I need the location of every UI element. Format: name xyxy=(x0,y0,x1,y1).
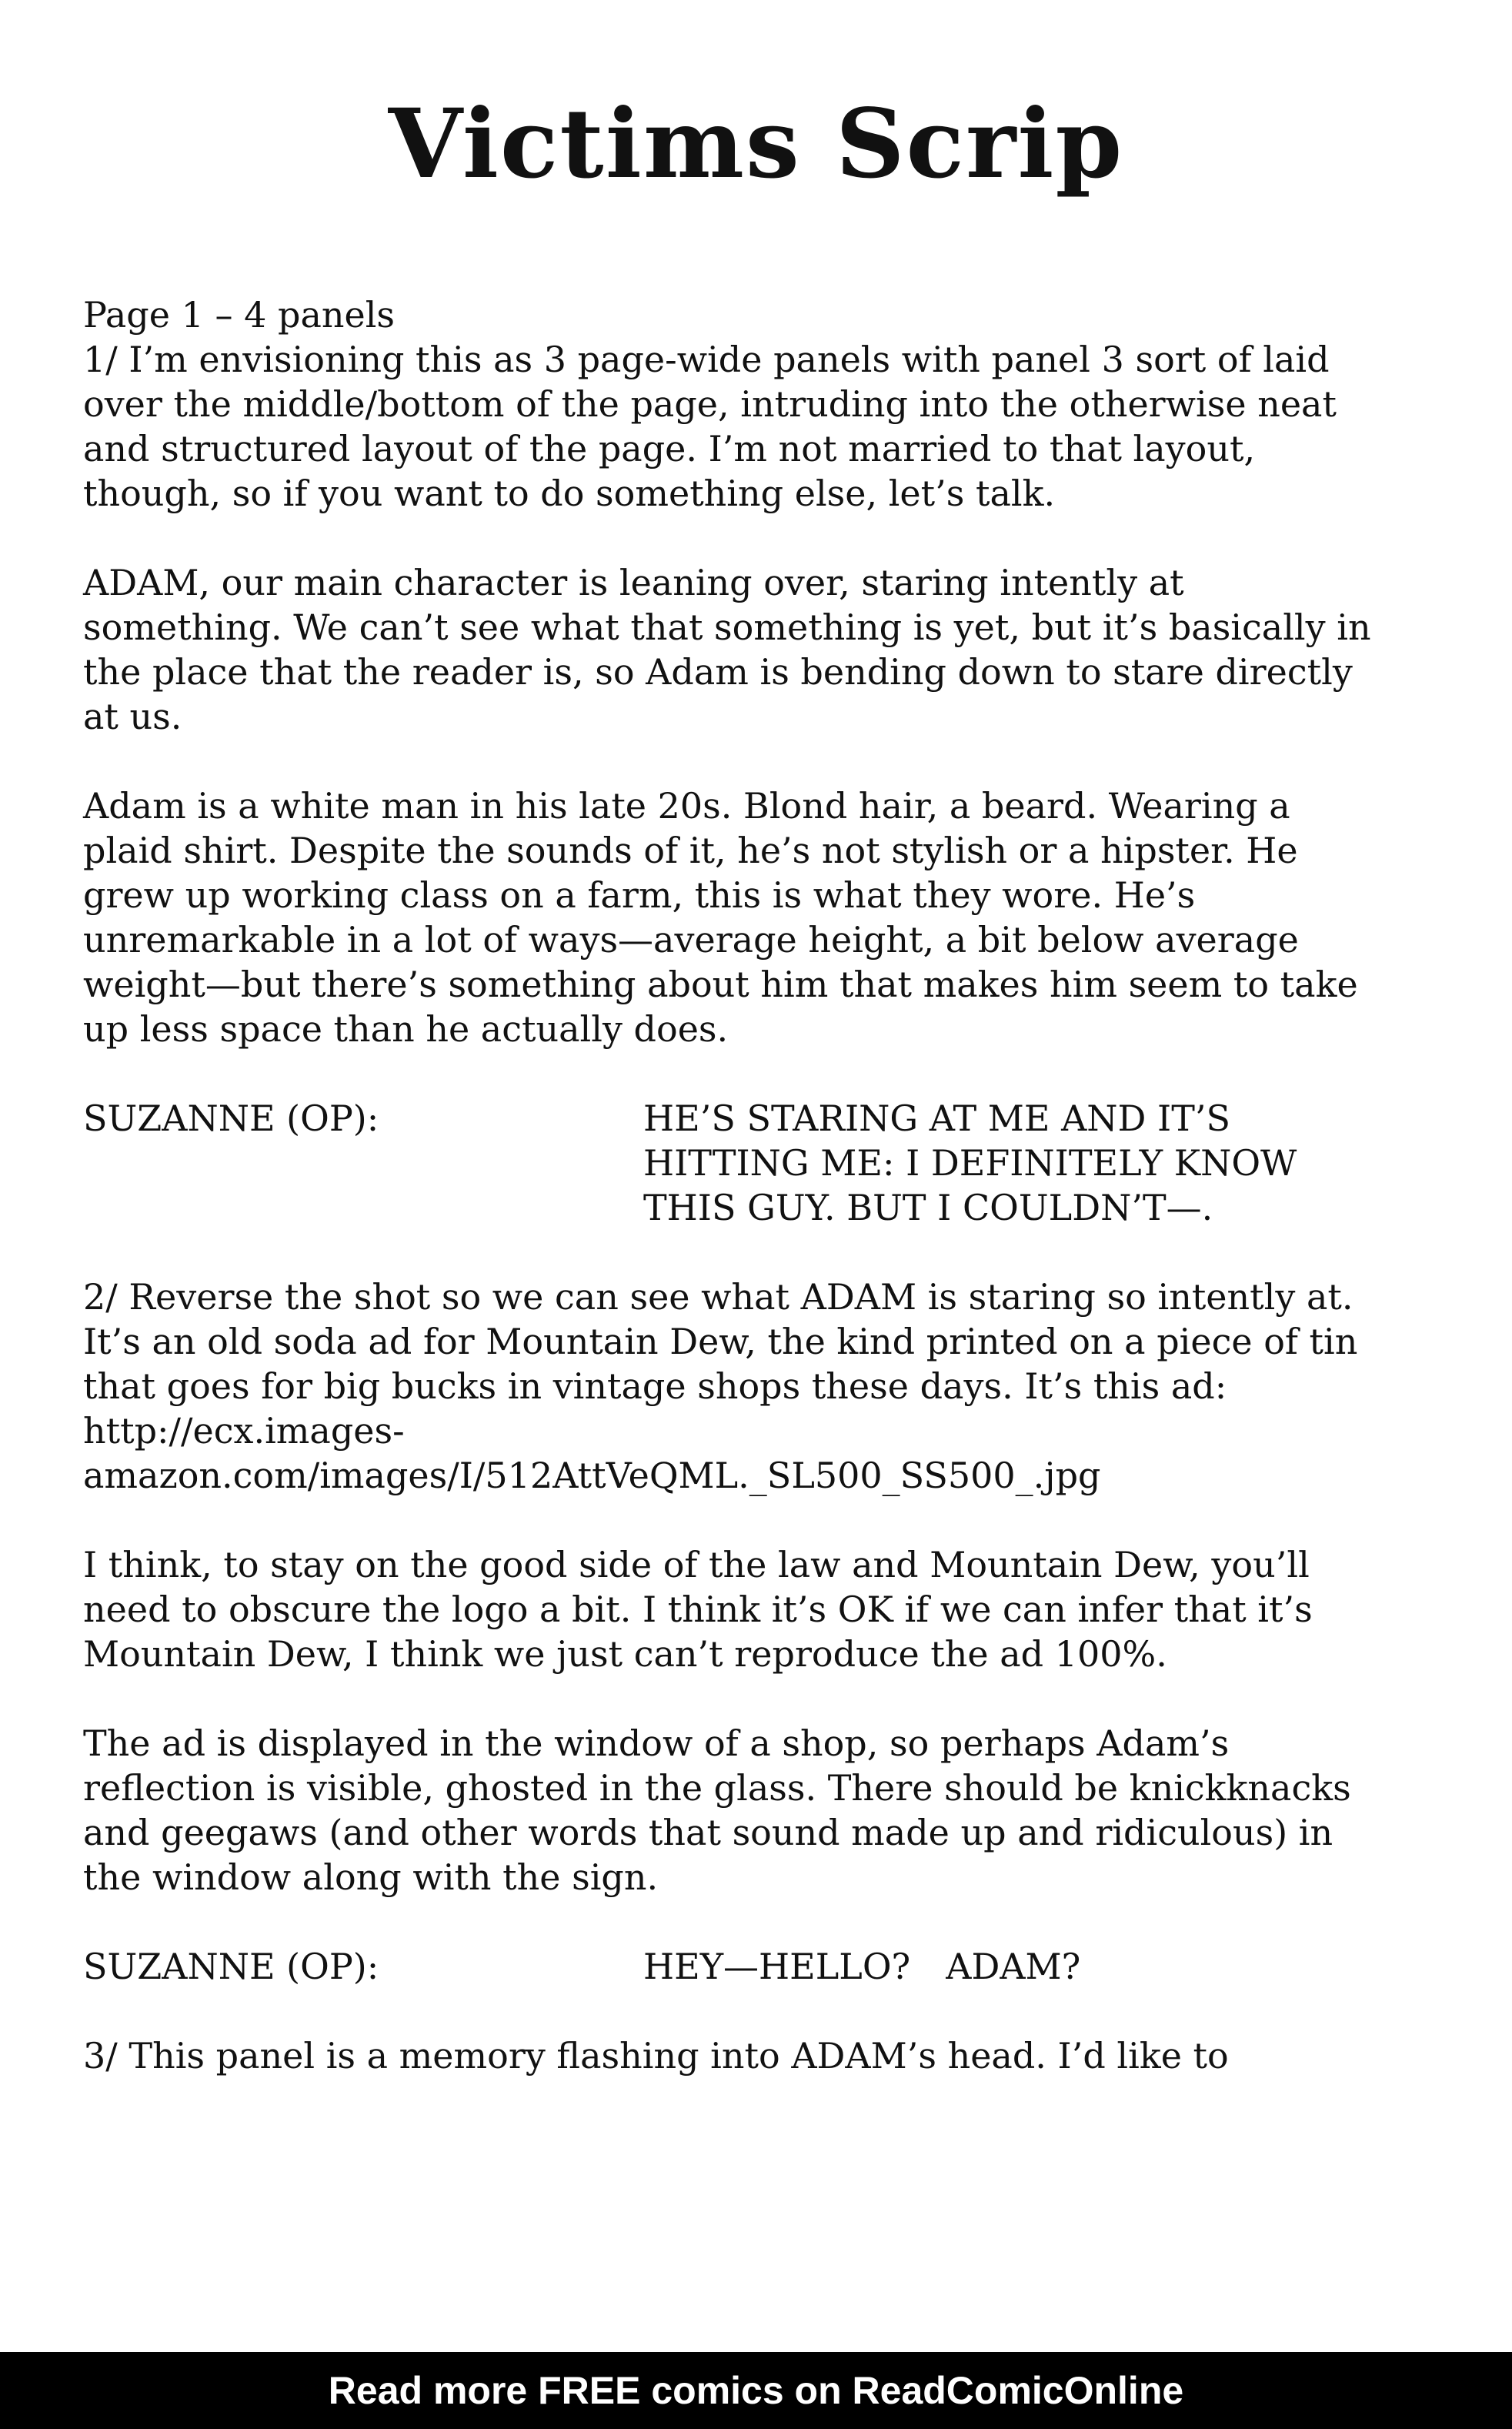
logo-note-text: I think, to stay on the good side of the law and Mountain Dew, you’ll need to obscure the logo a bit. I think it’s OK if we can infer that it’s Mountain Dew, I think we just can’t reproduce the ad 100%. xyxy=(83,1544,1313,1675)
window-note xyxy=(83,1721,1383,1899)
dialogue-speaker: SUZANNE (OP): xyxy=(83,1098,379,1139)
dialogue-line: HE’S STARING AT ME AND IT’S HITTING ME: I DEFINITELY KNOW THIS GUY. BUT I COULDN’T—. xyxy=(643,1098,1297,1228)
panel-1-description: 1/ I’m envisioning this as 3 page-wide panels with panel 3 sort of laid over the middle/bottom of the page, intruding into the otherwise neat and structured layout of the page. I’m not married to that layout, though, so if you want to do something else, let’s talk. xyxy=(83,339,1337,514)
footer-link-text[interactable]: Read more FREE comics on ReadComicOnline xyxy=(328,2369,1184,2412)
dialogue-speaker: SUZANNE (OP): xyxy=(83,1946,379,1987)
panel-3-section xyxy=(83,2033,1383,2078)
script-body xyxy=(83,292,1383,2078)
panel-2-section xyxy=(83,1275,1383,1498)
panel-1-section xyxy=(83,292,1383,516)
adam-pose-text: ADAM, our main character is leaning over, staring intently at something. We can’t see what that something is yet, but it’s basically in the place that the reader is, so Adam is bending down to stare directly at us. xyxy=(83,562,1371,737)
dialogue-line: HEY—HELLO? ADAM? xyxy=(643,1946,1081,1987)
panel-2-description: 2/ Reverse the shot so we can see what ADAM is staring so intently at. It’s an old soda ad for Mountain Dew, the kind printed on a piece of tin that goes for big bucks in vintage shops these days. It’s this ad: http://ecx.images-amazon.com/images/I/512AttVeQML._SL500_SS500_.jpg xyxy=(83,1276,1358,1496)
dialogue-1 xyxy=(83,1096,1383,1230)
panel-3-description: 3/ This panel is a memory flashing into ADAM’s head. I’d like to xyxy=(83,2035,1229,2077)
adam-appearance xyxy=(83,783,1383,1051)
footer-banner[interactable] xyxy=(0,2352,1512,2429)
page-title: Victims Scrip xyxy=(388,89,1124,200)
dialogue-2 xyxy=(83,1944,1383,1989)
adam-description xyxy=(83,560,1383,739)
adam-appearance-text: Adam is a white man in his late 20s. Blond hair, a beard. Wearing a plaid shirt. Despite the sounds of it, he’s not stylish or a hipster. He grew up working class on a farm, this is what they wore. He’s unremarkable in a lot of ways—average height, a bit below average weight—but there’s something about him that makes him seem to take up less space than he actually does. xyxy=(83,785,1358,1050)
window-note-text: The ad is displayed in the window of a shop, so perhaps Adam’s reflection is visible, ghosted in the glass. There should be knickknacks and geegaws (and other words that sound made up and ridiculous) in the window along with the sign. xyxy=(83,1722,1351,1898)
page-heading: Page 1 – 4 panels xyxy=(83,294,396,336)
logo-note xyxy=(83,1542,1383,1676)
